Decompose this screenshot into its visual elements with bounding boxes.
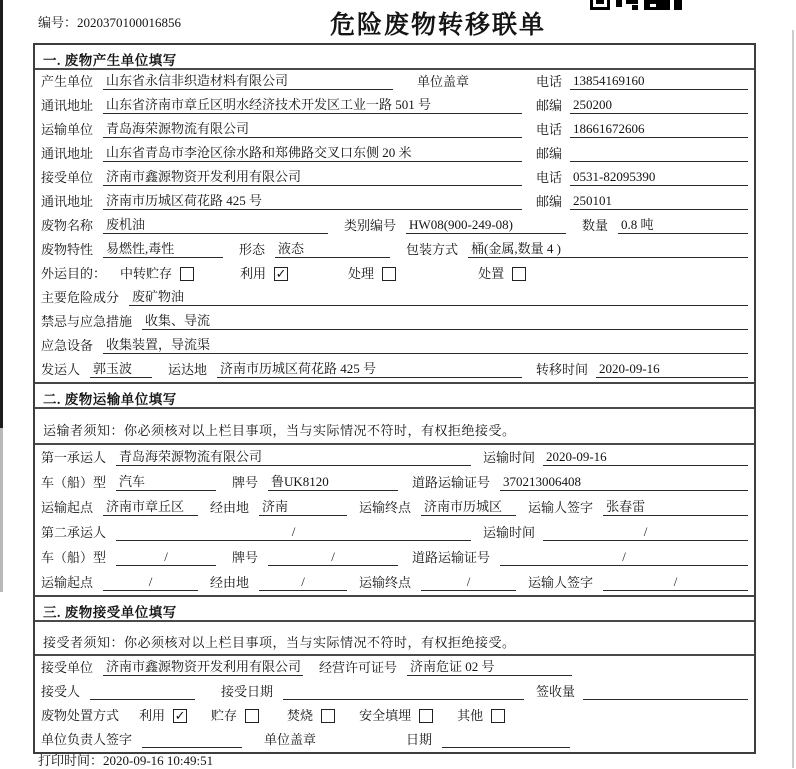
permit-value: /: [500, 549, 748, 566]
field-label: 通讯地址: [41, 146, 94, 161]
field-label: 废物处置方式: [41, 708, 120, 723]
via-label: 经由地: [210, 500, 250, 515]
receiving-unit-value: 济南市鑫源物资开发利用有限公司: [103, 656, 303, 676]
responsible-signature-value: [142, 732, 242, 748]
code-value: HW08(900-249-08): [406, 217, 566, 234]
receiver-address-value: 济南市历城区荷花路 425 号: [103, 190, 522, 210]
row-dispatcher: [35, 358, 754, 382]
field-label: 第二承运人: [41, 525, 107, 540]
stamp-label: 单位盖章: [264, 732, 317, 747]
tel-value: 13854169160: [570, 73, 748, 90]
transporter-notice: 运输者须知：你必须核对以上栏目事项，当与实际情况不符时，有权拒绝接受。: [35, 409, 754, 445]
row-waste-traits: [35, 238, 754, 262]
checkbox-icon: [512, 267, 526, 281]
equipment-value: 收集装置，导流渠: [103, 334, 748, 354]
field-label: 废物特性: [41, 242, 94, 257]
section1-header: 一. 废物产生单位填写: [35, 45, 754, 70]
dest-label: 运达地: [168, 362, 208, 377]
disposal-option-incinerate: 焚烧: [287, 705, 335, 724]
form-label: 形态: [239, 242, 266, 257]
start-value: /: [103, 574, 198, 591]
checkbox-icon: [245, 709, 259, 723]
carrier1-value: 青岛海荣源物流有限公司: [116, 446, 471, 466]
transporter-unit-value: 青岛海荣源物流有限公司: [103, 118, 522, 138]
end-value: /: [421, 574, 516, 591]
pack-value: 桶(金属,数量 4 ): [468, 238, 748, 258]
hazard-value: 废矿物油: [129, 286, 748, 306]
emergency-value: 收集、导流: [142, 310, 748, 330]
end-value: 济南市历城区: [421, 496, 516, 516]
row-emergency-equipment: [35, 334, 754, 358]
transport-time-value: 2020-09-16: [543, 449, 748, 466]
row-acceptor: [35, 680, 754, 704]
zip-label: 邮编: [536, 194, 563, 209]
purpose-option-utilize: 利用 ✓: [240, 266, 287, 281]
field-label: 单位负责人签字: [41, 732, 133, 747]
checkbox-icon: [419, 709, 433, 723]
permit-label: 道路运输证号: [412, 475, 491, 490]
form-value: 液态: [275, 238, 390, 258]
purpose-option-dispose: 处置: [478, 263, 526, 282]
field-label: 禁忌与应急措施: [41, 314, 133, 329]
row-producer-unit: [35, 70, 754, 94]
row-carrier2: [35, 520, 754, 545]
row-transfer-purpose: [35, 262, 754, 286]
print-time-label: 打印时间：: [38, 753, 104, 768]
end-label: 运输终点: [359, 575, 412, 590]
transporter-address-value: 山东省青岛市李沧区徐水路和郑佛路交叉口东侧 20 米: [103, 142, 522, 162]
scan-artifact-right: [792, 30, 794, 768]
qty-value: 0.8 吨: [618, 214, 748, 234]
field-label: 应急设备: [41, 338, 94, 353]
stamp-label: 单位盖章: [417, 74, 470, 89]
permit-value: 370213006408: [500, 474, 748, 491]
receiver-unit-value: 济南市鑫源物资开发利用有限公司: [103, 166, 522, 186]
acceptor-value: [90, 684, 195, 700]
field-label: 接受人: [41, 684, 81, 699]
qr-code-fragment-icon: [590, 0, 682, 10]
disposal-option-landfill: 安全填埋: [359, 705, 433, 724]
transport-time-label: 运输时间: [483, 450, 536, 465]
sign-value: /: [603, 574, 748, 591]
field-label: 发运人: [41, 362, 81, 377]
tel-value: 0531-82095390: [570, 169, 748, 186]
zip-group: [536, 95, 748, 114]
sign-label: 运输人签字: [528, 500, 594, 515]
vehicle2-type-value: /: [116, 549, 216, 566]
vehicle1-type-value: 汽车: [116, 471, 216, 491]
zip-value: 250101: [570, 193, 748, 210]
checkbox-icon: [180, 267, 194, 281]
zip-label: 邮编: [536, 98, 563, 113]
row-receiving-unit: [35, 656, 754, 680]
scan-artifact-left-light: [0, 428, 3, 592]
row-route1: [35, 495, 754, 520]
field-label: 车（船）型: [41, 550, 107, 565]
dest-value: 济南市历城区荷花路 425 号: [217, 358, 522, 378]
tel-group: [536, 71, 748, 90]
field-label: 接受单位: [41, 170, 94, 185]
row-vehicle1: [35, 470, 754, 495]
tel-label: 电话: [536, 170, 563, 185]
zip-group: [536, 191, 748, 210]
receipt-amount-value: [583, 684, 748, 700]
dispatcher-value: 郭玉波: [90, 358, 152, 378]
traits-value: 易燃性,毒性: [103, 238, 223, 258]
zip-group: [536, 143, 748, 162]
field-label: 接受单位: [41, 660, 94, 675]
license-value: 济南危证 02 号: [407, 656, 572, 676]
tel-label: 电话: [536, 122, 563, 137]
checkbox-icon: [491, 709, 505, 723]
row-responsible-signature: [35, 728, 754, 752]
transfer-form-table: [33, 43, 756, 754]
transport-time-value: /: [543, 524, 748, 541]
waste-name-value: 废机油: [103, 214, 328, 234]
transfer-time-label: 转移时间: [536, 362, 589, 377]
plate-label: 牌号: [232, 550, 259, 565]
field-label: 第一承运人: [41, 450, 107, 465]
via-value: /: [259, 574, 347, 591]
qty-label: 数量: [582, 218, 609, 233]
checkbox-checked-icon: ✓: [275, 266, 287, 281]
pack-label: 包装方式: [406, 242, 459, 257]
doc-number: [38, 12, 181, 31]
permit-label: 道路运输证号: [412, 550, 491, 565]
field-label: 通讯地址: [41, 98, 94, 113]
end-label: 运输终点: [359, 500, 412, 515]
via-label: 经由地: [210, 575, 250, 590]
row-vehicle2: [35, 545, 754, 570]
tel-group: [536, 167, 748, 186]
plate-label: 牌号: [232, 475, 259, 490]
checkbox-checked-icon: ✓: [174, 708, 186, 723]
date-label: 日期: [406, 732, 433, 747]
print-time: [38, 750, 213, 769]
field-label: 通讯地址: [41, 194, 94, 209]
checkbox-icon: [382, 267, 396, 281]
plate-value: /: [268, 549, 398, 566]
producer-address-value: 山东省济南市章丘区明水经济技术开发区工业一路 501 号: [103, 94, 522, 114]
doc-number-value: 2020370100016856: [77, 15, 182, 30]
tel-value: 18661672606: [570, 121, 748, 138]
checkbox-icon: [321, 709, 335, 723]
start-value: 济南市章丘区: [103, 496, 198, 516]
date-value: [442, 732, 570, 748]
row-route2: [35, 570, 754, 595]
row-carrier1: [35, 445, 754, 470]
receipt-amount-label: 签收量: [536, 684, 576, 699]
zip-value: [570, 146, 748, 162]
license-label: 经营许可证号: [319, 660, 398, 675]
field-label: 运输单位: [41, 122, 94, 137]
row-receiver-address: [35, 190, 754, 214]
transport-time-group: [483, 447, 748, 466]
start-label: 运输起点: [41, 500, 94, 515]
via-value: 济南: [259, 496, 347, 516]
tel-group: [536, 119, 748, 138]
scan-artifact-left-dark: [0, 0, 3, 428]
plate-value: 鲁UK8120: [268, 471, 398, 491]
carrier2-value: /: [116, 524, 471, 541]
row-transporter-address: [35, 142, 754, 166]
tel-label: 电话: [536, 74, 563, 89]
row-producer-address: [35, 94, 754, 118]
page-title: 危险废物转移联单: [330, 12, 547, 39]
producer-unit-value: 山东省永信非织造材料有限公司: [103, 70, 393, 90]
disposal-option-store: 贮存: [211, 705, 259, 724]
field-label: 主要危险成分: [41, 290, 120, 305]
section-transporter: [35, 382, 754, 595]
section2-header: 二. 废物运输单位填写: [35, 384, 754, 409]
row-transporter-unit: [35, 118, 754, 142]
transfer-time-group: [536, 359, 748, 378]
disposal-option-utilize: 利用 ✓: [139, 708, 186, 723]
accept-date-value: [283, 684, 524, 700]
receiver-notice: 接受者须知：你必须核对以上栏目事项，当与实际情况不符时，有权拒绝接受。: [35, 622, 754, 656]
receipt-amount-group: [536, 681, 748, 700]
row-waste-name: [35, 214, 754, 238]
row-receiver-unit: [35, 166, 754, 190]
transfer-time-value: 2020-09-16: [596, 361, 748, 378]
section-producer: [35, 45, 754, 382]
start-label: 运输起点: [41, 575, 94, 590]
row-hazard-components: [35, 286, 754, 310]
purpose-option-treat: 处理: [348, 263, 396, 282]
zip-value: 250200: [570, 97, 748, 114]
transport-time-label: 运输时间: [483, 525, 536, 540]
transport-time-group: [483, 522, 748, 541]
field-label: 废物名称: [41, 218, 94, 233]
field-label: 产生单位: [41, 74, 94, 89]
section-receiver: [35, 595, 754, 752]
print-time-value: 2020-09-16 10:49:51: [103, 753, 214, 768]
section3-header: 三. 废物接受单位填写: [35, 597, 754, 622]
row-disposal-method: [35, 704, 754, 728]
doc-number-label: 编号：: [38, 15, 78, 30]
field-label: 外运目的：: [41, 266, 107, 281]
sign-value: 张春雷: [603, 496, 748, 516]
sign-label: 运输人签字: [528, 575, 594, 590]
purpose-option-storage: 中转贮存: [120, 263, 194, 282]
disposal-option-other: 其他: [457, 705, 505, 724]
field-label: 车（船）型: [41, 475, 107, 490]
accept-date-label: 接受日期: [221, 684, 274, 699]
zip-label: 邮编: [536, 146, 563, 161]
code-label: 类别编号: [344, 218, 397, 233]
row-emergency-measures: [35, 310, 754, 334]
